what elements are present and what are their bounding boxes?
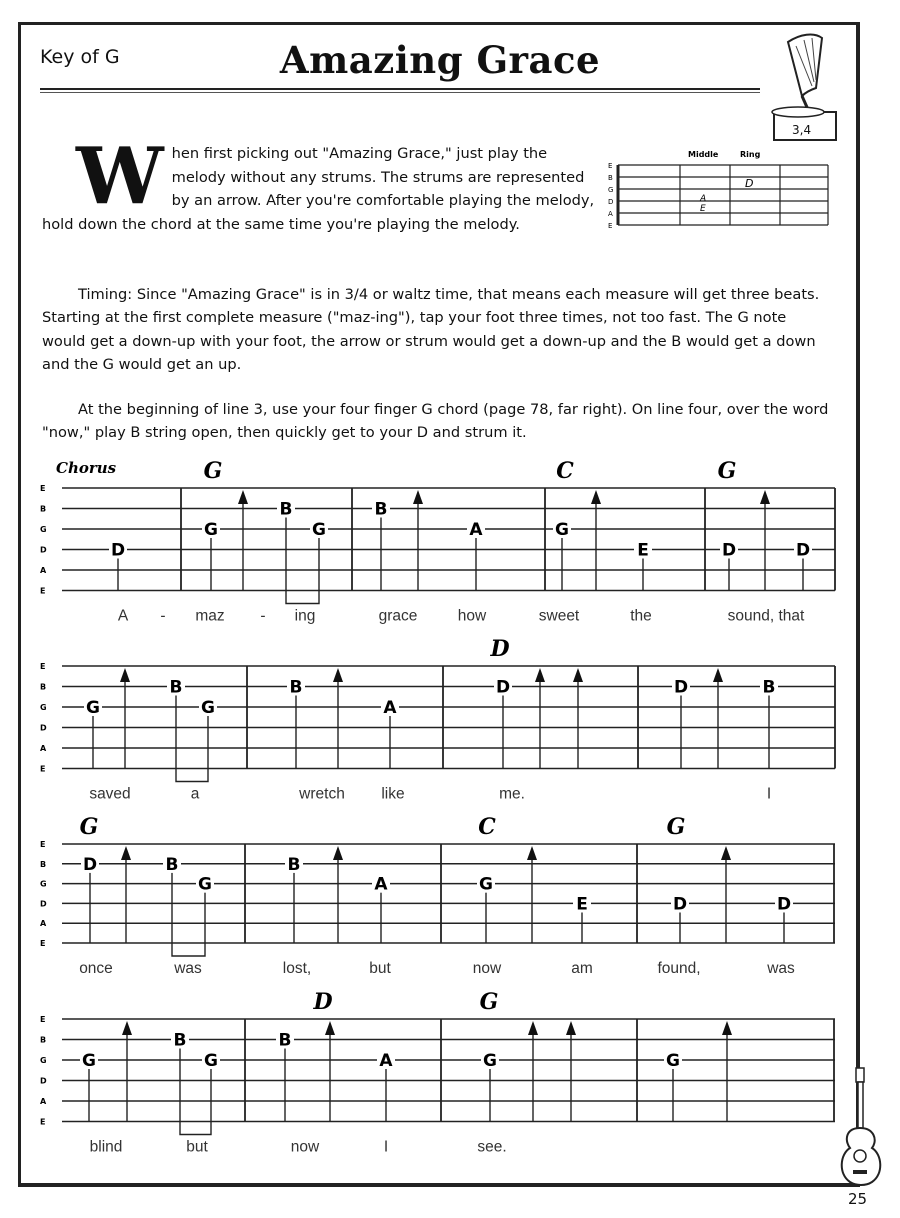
- tab-note: G: [479, 874, 493, 895]
- chord-string-label: D: [608, 198, 614, 206]
- tab-note: A: [383, 698, 397, 718]
- tab-note: D: [672, 894, 688, 915]
- timing-paragraph: Timing: Since "Amazing Grace" is in 3/4 or waltz time, that means each measure will get three beats. Starting at the first complete measure ("maz-ing"), tap your foot three times, not too fast. The G note would get a down-up with your foot, the arrow or strum would get a down-up and the B would get a down and the G would get an up.: [42, 286, 820, 374]
- tab-string-label: D: [40, 545, 47, 555]
- tab-string-label: E: [40, 764, 46, 774]
- tab-string-label: B: [40, 504, 47, 514]
- tab-note: A: [379, 1051, 393, 1071]
- song-title: Amazing Grace: [279, 38, 601, 82]
- strum-arrow: [238, 490, 248, 504]
- tab-string-label: A: [40, 1097, 47, 1106]
- chord-name: C: [478, 814, 496, 840]
- tab-note: G: [82, 1051, 96, 1071]
- tab-note: G: [483, 1051, 497, 1071]
- tab-note: B: [287, 854, 301, 875]
- tab-string-label: E: [40, 662, 46, 671]
- lyric: me.: [499, 785, 525, 803]
- tab-string-label: E: [40, 1117, 46, 1127]
- chord-name: C: [556, 458, 574, 484]
- finger-label-middle: Middle: [688, 150, 719, 159]
- tab-string-label: B: [40, 1035, 47, 1045]
- chord-note-a: A: [700, 194, 707, 204]
- tab-note: G: [204, 520, 218, 540]
- tab-string-label: E: [40, 840, 46, 849]
- lyric: the: [630, 607, 652, 625]
- tab-string-label: D: [40, 1076, 47, 1086]
- tab-note: G: [312, 520, 326, 540]
- tab-note: B: [165, 854, 179, 875]
- tab-note: G: [86, 698, 100, 718]
- tab-note: G: [198, 874, 212, 895]
- finger-label-ring: Ring: [740, 150, 761, 159]
- eighth-bracket: [180, 1122, 211, 1135]
- tab-string-label: B: [40, 859, 47, 869]
- tab-string-label: B: [40, 682, 47, 692]
- strum-arrow: [413, 490, 423, 504]
- strum-arrow: [527, 846, 537, 860]
- tab-string-label: D: [40, 899, 47, 909]
- lyric: A: [117, 607, 129, 625]
- tab-system-2: [40, 636, 835, 803]
- strum-arrow: [528, 1021, 538, 1035]
- lyric: how: [457, 607, 487, 625]
- lyric: was: [174, 960, 202, 977]
- lyric: but: [369, 960, 391, 977]
- eighth-bracket: [172, 943, 205, 956]
- lyric: sound, that: [727, 607, 805, 625]
- chord-name: G: [203, 458, 223, 484]
- strum-arrow: [566, 1021, 576, 1035]
- tab-note: G: [666, 1051, 680, 1071]
- strum-arrow: [121, 846, 131, 860]
- tab-note: B: [374, 499, 388, 520]
- strum-arrow: [713, 668, 723, 682]
- chord-string-label: E: [608, 162, 613, 170]
- lyric: now: [290, 1138, 320, 1156]
- lyric: but: [186, 1138, 208, 1156]
- lyric: lost,: [282, 960, 312, 977]
- strum-arrow: [120, 668, 130, 682]
- drop-cap: W: [76, 131, 164, 222]
- tab-note: A: [469, 520, 483, 540]
- tab-note: B: [289, 677, 303, 698]
- strum-arrow: [591, 490, 601, 504]
- key-label: Key of G: [40, 46, 120, 68]
- tab-string-label: E: [40, 484, 46, 493]
- chord-string-label: A: [608, 210, 613, 218]
- strum-arrow: [333, 846, 343, 860]
- tab-system-4: [40, 989, 835, 1156]
- lyric: sweet: [538, 607, 580, 625]
- page-number: 25: [848, 1190, 868, 1208]
- tab-string-label: G: [40, 703, 47, 712]
- tab-note: D: [795, 540, 811, 561]
- chord-name: D: [490, 636, 510, 662]
- lyric: I: [766, 785, 772, 803]
- tab-note: B: [762, 677, 776, 698]
- tab-note: B: [173, 1030, 187, 1051]
- lyric: wretch: [299, 785, 345, 803]
- tab-note: G: [555, 520, 569, 540]
- lyric: now: [472, 960, 502, 977]
- strum-arrow: [122, 1021, 132, 1035]
- tab-string-label: G: [40, 879, 47, 889]
- lyric: blind: [89, 1138, 123, 1156]
- lyric: see.: [477, 1138, 507, 1156]
- tab-note: G: [201, 698, 215, 718]
- lyric: a: [190, 785, 200, 803]
- tab-system-3: [40, 814, 835, 977]
- chord-string-label: E: [608, 222, 613, 230]
- strum-arrow: [721, 846, 731, 860]
- strum-arrow: [535, 668, 545, 682]
- gramophone-label: 3,4: [792, 123, 812, 137]
- tab-string-label: G: [40, 525, 47, 534]
- tab-note: E: [576, 894, 588, 915]
- lyric: I: [383, 1138, 389, 1156]
- tab-note: B: [278, 1030, 292, 1051]
- lyric: ing: [294, 607, 316, 625]
- eighth-bracket: [176, 769, 208, 782]
- tab-note: B: [169, 677, 183, 698]
- intro-text: hen first picking out "Amazing Grace," just play the melody without any strums. The strums are represented by an arrow. After you're comfortable playing the melody, hold down the chord at the same time you're playing the melody.: [42, 145, 595, 233]
- tab-system-1: [40, 458, 835, 625]
- tab-string-label: G: [40, 1056, 47, 1065]
- lyric: am: [571, 960, 593, 977]
- tab-note: D: [673, 677, 689, 698]
- tab-note: D: [721, 540, 737, 561]
- tab-string-label: E: [40, 939, 46, 948]
- strum-arrow: [573, 668, 583, 682]
- tab-string-label: E: [40, 1015, 46, 1024]
- lyric: maz: [195, 607, 225, 625]
- lyric: found,: [657, 960, 701, 977]
- guitar-icon: [836, 1066, 886, 1188]
- tab-note: D: [110, 540, 126, 561]
- eighth-bracket: [286, 591, 319, 604]
- chorus-label: Chorus: [56, 459, 117, 477]
- tab-string-label: A: [40, 566, 47, 575]
- strum-arrow: [722, 1021, 732, 1035]
- lyric: was: [767, 960, 795, 977]
- tab-string-label: A: [40, 744, 47, 753]
- chord-note-e: E: [700, 204, 706, 214]
- chord-string-label: G: [608, 186, 614, 194]
- chord-name: G: [479, 989, 499, 1015]
- tab-note: G: [204, 1051, 218, 1071]
- chord-note-d: D: [745, 177, 754, 190]
- chord-name: G: [79, 814, 99, 840]
- chord-string-label: B: [608, 174, 613, 182]
- tab-note: A: [374, 874, 388, 895]
- chord-name: D: [313, 989, 333, 1015]
- lyric: -: [260, 607, 266, 625]
- tab-note: D: [776, 894, 792, 915]
- lyric: grace: [378, 607, 418, 625]
- tab-string-label: E: [40, 586, 46, 596]
- chord-instructions-paragraph: At the beginning of line 3, use your four finger G chord (page 78, far right). On line four, over the word "now," play B string open, then quickly get to your D and strum it.: [42, 401, 829, 442]
- tab-note: D: [495, 677, 511, 698]
- tab-note: B: [279, 499, 293, 520]
- strum-arrow: [325, 1021, 335, 1035]
- tab-note: E: [637, 540, 649, 561]
- strum-arrow: [760, 490, 770, 504]
- tab-string-label: D: [40, 723, 47, 733]
- tab-string-label: A: [40, 919, 47, 929]
- tab-note: D: [82, 854, 98, 875]
- strum-arrow: [333, 668, 343, 682]
- lyric: -: [160, 607, 166, 625]
- lyric: once: [79, 960, 113, 977]
- chord-name: G: [717, 458, 737, 484]
- lyric: saved: [89, 785, 131, 803]
- chord-name: G: [666, 814, 686, 840]
- lyric: like: [381, 785, 405, 803]
